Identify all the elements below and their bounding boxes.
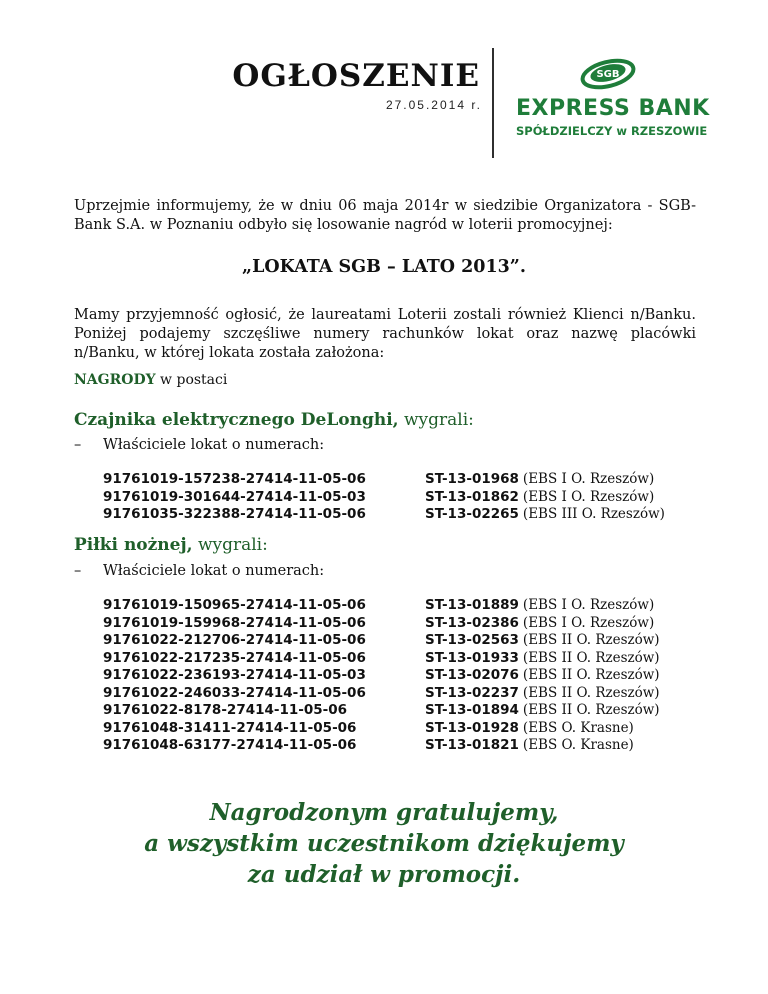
- account-number: 91761019-157238-27414-11-05-06: [103, 471, 366, 487]
- account-number: 91761022-236193-27414-11-05-03: [103, 667, 366, 683]
- deposit-code: ST-13-01894: [425, 702, 519, 718]
- dash-bullet: –: [74, 437, 82, 453]
- announcement-date: 27.05.2014 r.: [385, 98, 482, 112]
- account-number: 91761019-301644-27414-11-05-03: [103, 488, 366, 505]
- winner-row: [103, 737, 703, 755]
- winner-row: [103, 489, 703, 507]
- deposit-code: ST-13-01862: [425, 488, 519, 505]
- owners-label: [74, 437, 324, 453]
- winner-row: [103, 597, 703, 615]
- prizes-intro: [74, 372, 227, 388]
- winner-row: [103, 702, 703, 720]
- deposit-code: ST-13-01933: [425, 649, 519, 666]
- header-divider: [492, 48, 494, 158]
- winners-list-kettle: [103, 471, 703, 524]
- deposit-code: ST-13-02386: [425, 614, 519, 631]
- branch: (EBS I O. Rzeszów): [522, 614, 655, 631]
- winner-row: [103, 667, 703, 685]
- deposit-code: ST-13-02237: [425, 684, 519, 701]
- branch: (EBS III O. Rzeszów): [522, 506, 665, 522]
- winners-list-football: [103, 597, 703, 755]
- closing-line: a wszystkim uczestnikom dziękujemy: [144, 830, 624, 857]
- owners-label: [74, 563, 324, 579]
- branch: (EBS II O. Rzeszów): [522, 667, 660, 683]
- branch: (EBS I O. Rzeszów): [522, 488, 655, 505]
- winner-row: [103, 650, 703, 668]
- account-number: 91761048-63177-27414-11-05-06: [103, 737, 357, 753]
- branch: (EBS II O. Rzeszów): [522, 649, 660, 666]
- account-number: 91761022-8178-27414-11-05-06: [103, 702, 348, 718]
- closing-line: za udział w promocji.: [247, 861, 521, 888]
- prize-suffix: wygrali:: [192, 535, 268, 555]
- account-number: 91761022-212706-27414-11-05-06: [103, 632, 366, 648]
- prize-name: Piłki nożnej,: [74, 535, 193, 555]
- prize-heading-kettle: [74, 410, 474, 430]
- lottery-name: „LOKATA SGB – LATO 2013”.: [242, 257, 526, 277]
- account-number: 91761022-217235-27414-11-05-06: [103, 649, 366, 666]
- winner-row: [103, 615, 703, 633]
- deposit-code: ST-13-02076: [425, 667, 519, 683]
- winner-row: [103, 471, 703, 489]
- logo-text: SGB: [596, 69, 620, 80]
- winner-row: [103, 720, 703, 738]
- branch: (EBS II O. Rzeszów): [522, 684, 660, 701]
- deposit-code: ST-13-01968: [425, 471, 519, 487]
- bank-name: EXPRESS BANK: [516, 96, 710, 121]
- winner-row: [103, 685, 703, 703]
- closing-message: [0, 797, 768, 890]
- deposit-code: ST-13-02563: [425, 632, 519, 648]
- branch: (EBS O. Krasne): [522, 719, 634, 736]
- prize-suffix: wygrali:: [398, 410, 474, 430]
- dash-bullet: –: [74, 563, 82, 579]
- prize-heading-football: [74, 535, 268, 555]
- account-number: 91761019-150965-27414-11-05-06: [103, 597, 366, 613]
- branch: (EBS O. Krasne): [522, 737, 634, 753]
- account-number: 91761048-31411-27414-11-05-06: [103, 719, 357, 736]
- winner-row: [103, 506, 703, 524]
- branch: (EBS I O. Rzeszów): [522, 597, 655, 613]
- branch: (EBS II O. Rzeszów): [522, 632, 660, 648]
- owners-label-text: Właściciele lokat o numerach:: [103, 437, 325, 453]
- branch: (EBS I O. Rzeszów): [522, 471, 655, 487]
- intro-paragraph: Uprzejmie informujemy, że w dniu 06 maja 2014r w siedzibie Organizatora - SGB-Bank S.A. w Poznaniu odbyło się losowanie nagród w loterii promocyjnej:: [74, 198, 696, 233]
- deposit-code: ST-13-01928: [425, 719, 519, 736]
- announcement-title: OGŁOSZENIE: [232, 58, 480, 94]
- account-number: 91761022-246033-27414-11-05-06: [103, 684, 366, 701]
- deposit-code: ST-13-01821: [425, 737, 519, 753]
- account-number: 91761035-322388-27414-11-05-06: [103, 506, 366, 522]
- sgb-logo-icon: [578, 54, 640, 92]
- winners-paragraph: Mamy przyjemność ogłosić, że laureatami Loterii zostali również Klienci n/Banku. Poniżej podajemy szczęśliwe numery rachunków lokat oraz nazwę placówki n/Banku, w której lokata została założona:: [74, 307, 696, 361]
- deposit-code: ST-13-01889: [425, 597, 519, 613]
- owners-label-text: Właściciele lokat o numerach:: [103, 563, 325, 579]
- deposit-code: ST-13-02265: [425, 506, 519, 522]
- winner-row: [103, 632, 703, 650]
- closing-line: Nagrodzonym gratulujemy,: [209, 799, 559, 826]
- prizes-intro-rest: w postaci: [155, 372, 228, 388]
- prizes-intro-bold: NAGRODY: [74, 372, 156, 388]
- branch: (EBS II O. Rzeszów): [522, 702, 660, 718]
- prize-name: Czajnika elektrycznego DeLonghi,: [74, 410, 399, 430]
- header: [0, 0, 768, 165]
- bank-subtitle: SPÓŁDZIELCZY w RZESZOWIE: [516, 124, 708, 138]
- account-number: 91761019-159968-27414-11-05-06: [103, 614, 366, 631]
